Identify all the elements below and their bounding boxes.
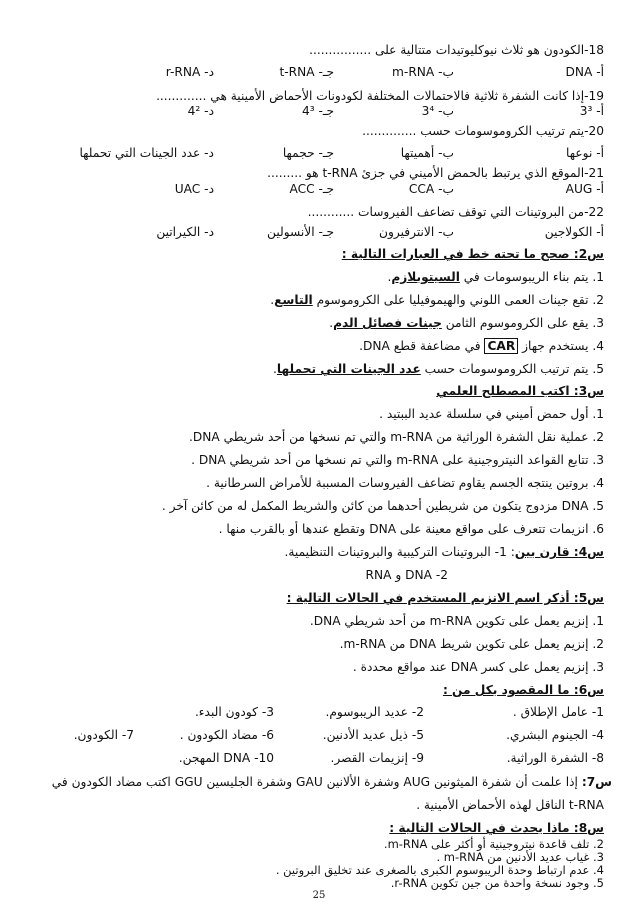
item-number: 4.: [592, 339, 604, 353]
s2-item-1: [34, 269, 604, 285]
option-d: د- 4²: [187, 104, 214, 118]
underlined-phrase: التاسع: [274, 293, 313, 307]
s2-item-3: [34, 315, 604, 331]
option-c: جـ- ACC: [289, 182, 334, 196]
question-18: [34, 42, 604, 58]
term: 10- DNA المهجن.: [178, 751, 274, 765]
section-7: [26, 774, 612, 790]
item-text: يتم ترتيب الكروموسومات حسب: [420, 362, 589, 376]
question-21-options: [34, 182, 604, 198]
item-text: تقع جينات العمى اللوني والهيموفيليا على الكروموسوم: [312, 293, 589, 307]
item-number: 2.: [592, 293, 604, 307]
option-d: د- r-RNA: [165, 65, 214, 79]
section-title-text: س5: أذكر اسم الانزيم المستخدم في الحالات التالية :: [286, 591, 604, 605]
page-number: 25: [312, 890, 326, 901]
item-text: يتم بناء الريبوسومات في: [459, 270, 589, 284]
section-4: [34, 544, 604, 560]
s6-row-1: [34, 705, 604, 721]
question-number: 21: [588, 166, 604, 180]
item-text-end: في مضاعفة قطع DNA.: [359, 339, 485, 353]
option-b: ب- m-RNA: [392, 65, 454, 79]
option-a: أ- AUG: [565, 182, 604, 196]
s2-item-4: [34, 338, 604, 354]
s3-item-2: 2. عملية نقل الشفرة الوراثية من m-RNA والتي تم نسخها من أحد شريطي DNA.: [189, 430, 604, 444]
section-title-text: س7:: [581, 775, 612, 789]
section-7-line-1: إذا علمت أن شفرة الميثونين AUG وشفرة الألانين GAU وشفرة الجليسين GGU اكتب مضاد الكودون في: [51, 775, 578, 789]
option-b: ب- الانترفيرون: [379, 225, 454, 239]
question-text: -الموقع الذي يرتبط بالحمض الأميني في جزئ t-RNA هو .........: [267, 166, 589, 180]
s5-item-2: 2. إنزيم يعمل على تكوين شريط DNA من m-RNA.: [339, 637, 604, 651]
item-text: يستخدم جهاز: [518, 339, 589, 353]
question-18-options: [34, 65, 604, 81]
item-number: 3.: [592, 316, 604, 330]
question-text: -من البروتينات التي توقف تضاعف الفيروسات ............: [307, 205, 589, 219]
s2-item-5: [34, 361, 604, 377]
section-4-line-1: : 1- البروتينات التركيبية والبروتينات التنظيمية.: [284, 545, 515, 559]
section-title-text: س2: صحح ما تحته خط في العبارات التالية :: [341, 247, 604, 261]
underlined-phrase: عدد الجينات التي تحملها: [276, 362, 421, 376]
term: 1- عامل الإطلاق .: [512, 705, 604, 719]
question-text: -إذا كانت الشفرة ثلاثية فالاحتمالات المختلفة لكودونات الأحماض الأمينية هي .............: [156, 89, 589, 103]
s8-item-2: 2. تلف قاعدة نيتروجينية أو أكثر على m-RNA.: [383, 837, 604, 851]
section-4-line-2: DNA -2 و RNA: [365, 568, 448, 582]
s3-item-3: 3. تتابع القواعد النيتروجينية على m-RNA والتي تم نسخها من أحد شريطي DNA .: [191, 453, 604, 467]
question-22: [34, 204, 604, 220]
question-number: 20: [588, 124, 604, 138]
section-title-text: س4: قارن بين: [514, 545, 604, 559]
item-text-end: .: [273, 362, 277, 376]
option-d: د- عدد الجينات التي تحملها: [79, 146, 214, 160]
term: 7- الكودون.: [73, 728, 134, 742]
section-7-line-2: t-RNA الناقل لهذه الأحماض الأمينية .: [416, 798, 604, 812]
term: 3- كودون البدء.: [194, 705, 274, 719]
s6-row-2: [34, 728, 604, 744]
s8-item-3: 3. غياب عديد الأدنين من m-RNA .: [436, 850, 604, 864]
question-19-options: [34, 104, 604, 120]
option-b: ب- CCA: [408, 182, 454, 196]
question-text: -الكودون هو ثلاث نيوكليوتيدات متتالية على ................: [309, 43, 589, 57]
s8-item-4: 4. عدم ارتباط وحدة الريبوسوم الكبرى بالصغرى عند تخليق البروتين .: [275, 863, 604, 877]
question-21: [34, 165, 604, 181]
question-22-options: [34, 225, 604, 241]
option-b: ب- 3⁴: [421, 104, 454, 118]
item-text: يقع على الكروموسوم الثامن: [441, 316, 589, 330]
section-2-title: [34, 246, 604, 262]
term: 9- إنزيمات القصر.: [330, 751, 424, 765]
question-20: [34, 123, 604, 139]
section-8-title: [34, 820, 604, 836]
option-b: ب- أهميتها: [400, 146, 454, 160]
term: 2- عديد الريبوسوم.: [325, 705, 424, 719]
s3-item-6: 6. انزيمات تتعرف على مواقع معينة على DNA وتقطع عندها أو بالقرب منها .: [218, 522, 604, 536]
question-19: [34, 88, 604, 104]
option-c: جـ- 4³: [301, 104, 334, 118]
section-title-text: س3: اكتب المصطلح العلمي: [436, 384, 604, 398]
underlined-phrase: السيتوبلازم: [391, 270, 460, 284]
underlined-phrase: جينات فصائل الدم: [333, 316, 442, 330]
item-number: 1.: [592, 270, 604, 284]
s3-item-4: 4. بروتين ينتجه الجسم يقاوم تضاعف الفيروسات المسببة للأمراض السرطانية .: [206, 476, 604, 490]
option-d: د- الكيراتين: [156, 225, 214, 239]
item-text-end: .: [270, 293, 275, 307]
option-c: جـ- t-RNA: [279, 65, 334, 79]
option-a: أ- نوعها: [566, 146, 604, 160]
option-d: د- UAC: [174, 182, 214, 196]
question-20-options: [34, 146, 604, 162]
question-number: 19: [588, 89, 604, 103]
option-a: أ- DNA: [565, 65, 604, 79]
s3-item-1: 1. أول حمض أميني في سلسلة عديد الببتيد .: [379, 407, 604, 421]
section-5-title: [34, 590, 604, 606]
s2-item-2: [34, 292, 604, 308]
term: 6- مضاد الكودون .: [179, 728, 274, 742]
term: 5- ذيل عديد الأدنين.: [322, 728, 424, 742]
question-text: -يتم ترتيب الكروموسومات حسب ..............: [362, 124, 589, 138]
s5-item-1: 1. إنزيم يعمل على تكوين m-RNA من أحد شريطي DNA.: [309, 614, 604, 628]
item-text-end: .: [329, 316, 334, 330]
question-number: 22: [588, 205, 604, 219]
section-6-title: [34, 682, 604, 698]
s5-item-3: 3. إنزيم يعمل على كسر DNA عند مواقع محددة .: [352, 660, 604, 674]
question-number: 18: [588, 43, 604, 57]
section-3-title: [34, 383, 604, 399]
option-c: جـ- حجمها: [282, 146, 334, 160]
term: 4- الجينوم البشري.: [506, 728, 604, 742]
option-a: أ- الكولاجين: [544, 225, 604, 239]
term: 8- الشفرة الوراثية.: [506, 751, 604, 765]
item-text-end: .: [387, 270, 392, 284]
section-title-text: س6: ما المقصود بكل من :: [442, 683, 604, 697]
item-number: 5.: [592, 362, 604, 376]
section-title-text: س8: ماذا يحدث في الحالات التالية :: [389, 821, 604, 835]
option-c: جـ- الأنسولين: [267, 225, 334, 239]
s6-row-3: [34, 751, 604, 767]
boxed-term: CAR: [484, 338, 518, 354]
s8-item-5: 5. وجود نسخة واحدة من جين تكوين r-RNA.: [390, 876, 604, 890]
s3-item-5: 5. DNA مزدوج يتكون من شريطين أحدهما من كائن والشريط المكمل له من كائن آخر .: [161, 499, 604, 513]
option-a: أ- 3³: [579, 104, 604, 118]
